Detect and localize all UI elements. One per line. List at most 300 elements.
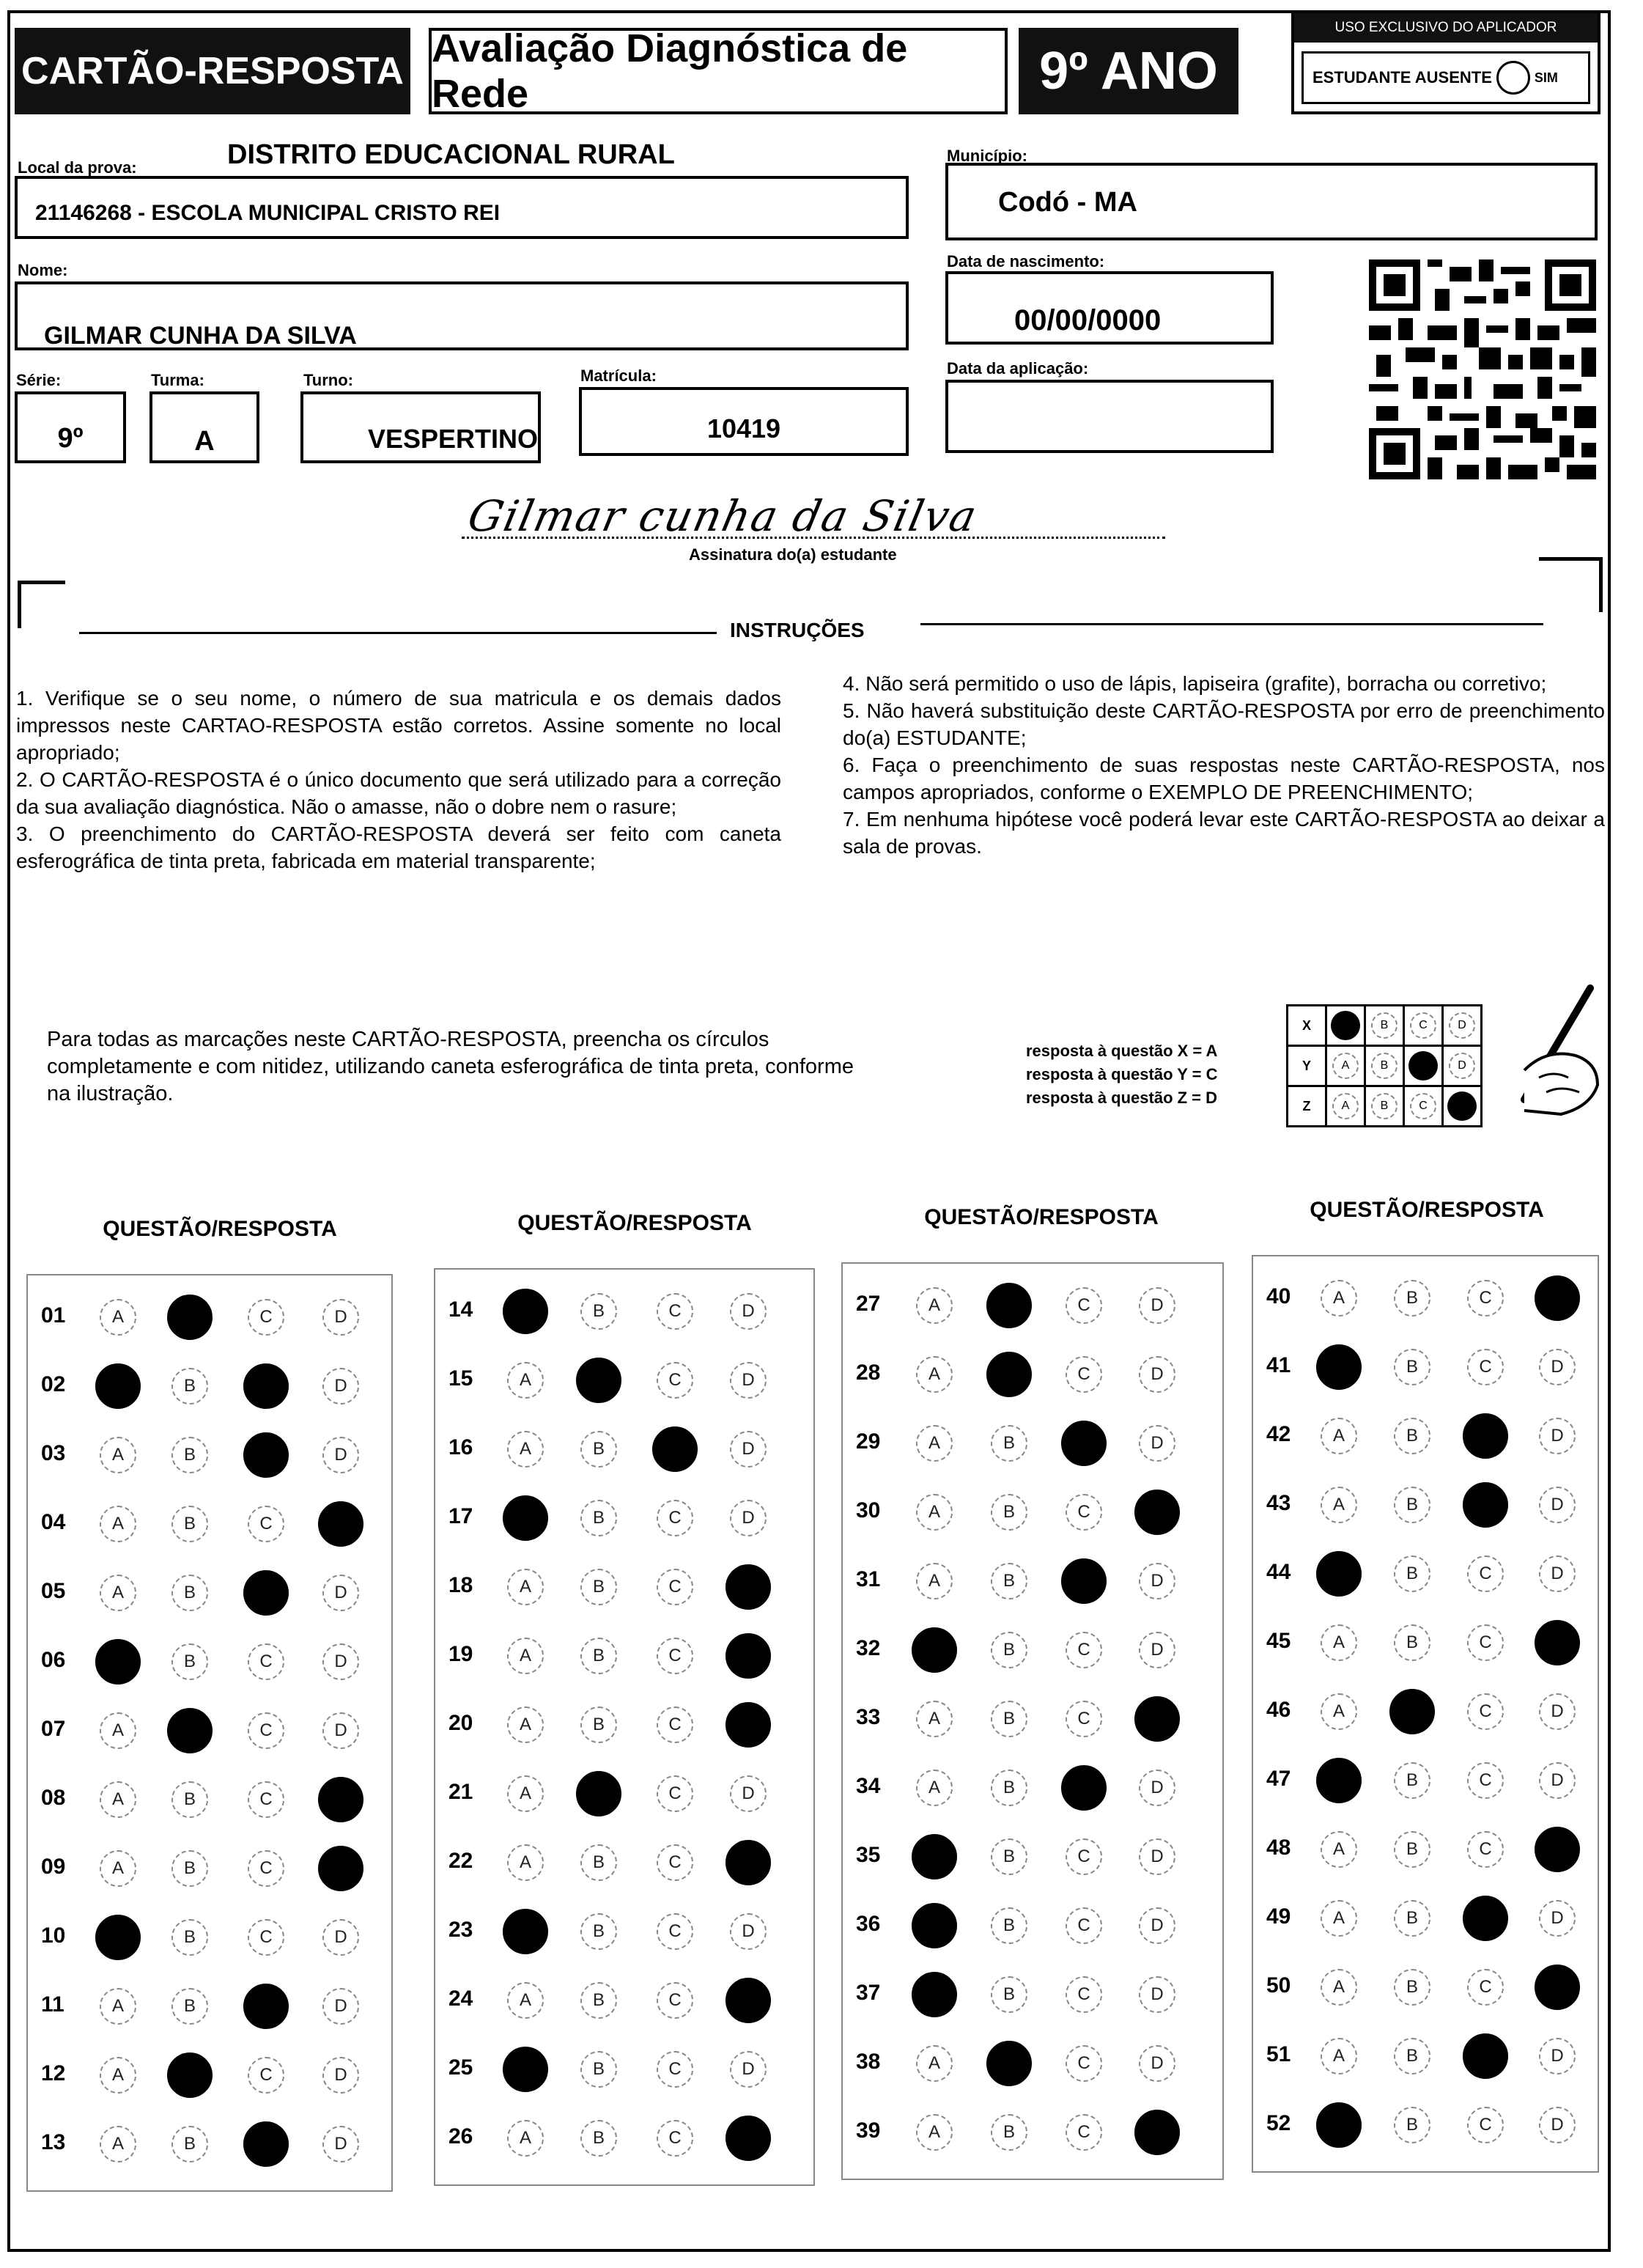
turma-box [149, 391, 259, 463]
bubble-letter: B [592, 1439, 605, 1459]
question-number: 14 [448, 1297, 473, 1322]
filled-bubble[interactable] [243, 1432, 289, 1478]
bubble-letter: A [519, 1852, 531, 1872]
answer-row [843, 1478, 1222, 1547]
answer-bubble[interactable] [580, 1913, 617, 1950]
answer-bubble[interactable] [991, 1425, 1027, 1462]
nasc-label: Data de nascimento: [947, 252, 1105, 270]
filled-bubble[interactable] [725, 2116, 771, 2161]
answer-bubble[interactable] [916, 1356, 953, 1393]
bubble-letter: B [592, 1301, 605, 1321]
answer-bubble[interactable] [1066, 1287, 1102, 1324]
answer-bubble[interactable] [1321, 1831, 1357, 1868]
answer-bubble[interactable] [1066, 1356, 1102, 1393]
answer-bubble[interactable] [322, 2057, 359, 2094]
answer-bubble[interactable] [916, 1701, 953, 1737]
answer-bubble[interactable] [1539, 2107, 1576, 2143]
answer-bubble[interactable] [322, 1437, 359, 1473]
answer-bubble[interactable] [730, 1362, 767, 1399]
answer-bubble[interactable] [322, 2126, 359, 2162]
answer-bubble[interactable] [100, 1575, 136, 1611]
question-number: 11 [41, 1992, 64, 2017]
answer-bubble[interactable] [1467, 1624, 1504, 1661]
bubble-letter: C [668, 1852, 682, 1872]
filled-bubble[interactable] [1463, 1413, 1508, 1459]
answer-bubble[interactable] [1539, 1349, 1576, 1385]
answer-bubble[interactable] [1139, 2045, 1175, 2082]
answer-bubble[interactable] [1467, 1762, 1504, 1799]
bubble-letter: B [183, 1927, 196, 1947]
answer-bubble[interactable] [322, 1575, 359, 1611]
filled-bubble[interactable] [912, 1972, 957, 2017]
answer-bubble[interactable] [507, 1362, 544, 1399]
answer-bubble[interactable] [916, 1425, 953, 1462]
answer-row [28, 2041, 391, 2110]
turno-value: VESPERTINO [367, 424, 538, 454]
filled-bubble[interactable] [1535, 1827, 1580, 1872]
bubble-letter: C [668, 1508, 682, 1528]
answer-bubble[interactable] [100, 1850, 136, 1887]
answer-bubble[interactable] [657, 1638, 693, 1674]
answer-bubble[interactable] [991, 2114, 1027, 2151]
bubble-letter: D [1551, 1426, 1564, 1446]
filled-bubble[interactable] [167, 2052, 213, 2098]
answer-bubble[interactable] [100, 1781, 136, 1818]
answer-bubble[interactable] [171, 1850, 208, 1887]
bubble-letter: A [928, 1502, 940, 1522]
filled-bubble[interactable] [1061, 1421, 1107, 1466]
answer-bubble[interactable] [916, 1494, 953, 1531]
answer-bubble[interactable] [1139, 1770, 1175, 1806]
bubble-letter: A [928, 2053, 940, 2073]
question-number: 06 [41, 1648, 66, 1672]
answer-bubble[interactable] [916, 1563, 953, 1599]
answer-bubble[interactable] [322, 1643, 359, 1680]
answer-bubble[interactable] [730, 1775, 767, 1812]
answer-bubble[interactable] [1321, 1969, 1357, 2006]
answer-bubble[interactable] [580, 2120, 617, 2157]
answer-bubble[interactable] [580, 1706, 617, 1743]
filled-bubble[interactable] [1134, 1490, 1180, 1535]
card-title-bar: CARTÃO-RESPOSTA [15, 28, 410, 114]
bubble-letter: B [592, 1577, 605, 1597]
filled-bubble[interactable] [912, 1903, 957, 1948]
bubble-letter: C [1479, 1288, 1492, 1308]
bubble-letter: C [1077, 1984, 1090, 2004]
absent-box [1302, 51, 1590, 104]
bubble-letter: D [1151, 1295, 1164, 1315]
filled-bubble[interactable] [318, 1501, 363, 1547]
answer-bubble[interactable] [1467, 1280, 1504, 1317]
answer-bubble[interactable] [322, 1712, 359, 1749]
filled-bubble[interactable] [725, 1564, 771, 1610]
answer-bubble[interactable] [1394, 1349, 1430, 1385]
answer-bubble[interactable] [171, 1919, 208, 1956]
filled-bubble[interactable] [167, 1295, 213, 1340]
answer-column [26, 1274, 393, 2192]
answer-bubble[interactable] [1394, 1900, 1430, 1937]
answer-row [28, 1627, 391, 1696]
filled-bubble[interactable] [95, 1363, 141, 1409]
answer-bubble[interactable] [100, 1299, 136, 1336]
filled-bubble[interactable] [503, 1495, 548, 1541]
answer-bubble[interactable] [1066, 1838, 1102, 1875]
bubble-letter: A [111, 1307, 124, 1327]
answer-bubble[interactable] [1066, 1907, 1102, 1944]
answer-bubble[interactable] [248, 1919, 284, 1956]
answer-bubble[interactable] [657, 1775, 693, 1812]
answer-bubble[interactable] [1139, 1356, 1175, 1393]
answer-row [28, 1765, 391, 1834]
filled-bubble[interactable] [1316, 1344, 1362, 1390]
filled-bubble[interactable] [167, 1708, 213, 1753]
filled-bubble[interactable] [243, 1570, 289, 1616]
answer-bubble[interactable] [100, 2126, 136, 2162]
answer-bubble[interactable] [916, 1287, 953, 1324]
filled-bubble[interactable] [1061, 1558, 1107, 1604]
answer-bubble[interactable] [100, 2057, 136, 2094]
answer-bubble[interactable] [657, 1569, 693, 1605]
answer-bubble[interactable] [580, 2051, 617, 2088]
answer-bubble[interactable] [248, 1643, 284, 1680]
example-empty-bubble: C [1410, 1012, 1436, 1039]
bubble-letter: A [519, 2128, 531, 2148]
answer-bubble[interactable] [991, 1563, 1027, 1599]
answer-bubble[interactable] [730, 1293, 767, 1330]
answer-bubble[interactable] [248, 2057, 284, 2094]
answer-bubble[interactable] [507, 1982, 544, 2019]
bubble-letter: B [183, 1652, 196, 1671]
answer-bubble[interactable] [991, 1907, 1027, 1944]
filled-bubble[interactable] [1134, 1696, 1180, 1742]
example-option-cell [1365, 1006, 1404, 1046]
answer-bubble[interactable] [1321, 1280, 1357, 1317]
answer-row [1253, 1746, 1598, 1815]
filled-bubble[interactable] [1316, 1758, 1362, 1803]
bubble-letter: C [259, 1307, 273, 1327]
answer-bubble[interactable] [171, 1575, 208, 1611]
answer-bubble[interactable] [171, 1437, 208, 1473]
filled-bubble[interactable] [576, 1358, 621, 1403]
answer-bubble[interactable] [507, 1569, 544, 1605]
filled-bubble[interactable] [1061, 1765, 1107, 1811]
answer-bubble[interactable] [1139, 1563, 1175, 1599]
answer-bubble[interactable] [171, 2126, 208, 2162]
filled-bubble[interactable] [503, 1289, 548, 1334]
answer-row [28, 1696, 391, 1765]
filled-bubble[interactable] [1463, 2033, 1508, 2079]
answer-bubble[interactable] [991, 1976, 1027, 2013]
bubble-letter: C [1077, 1640, 1090, 1660]
nome-value: GILMAR CUNHA DA SILVA [44, 322, 357, 350]
answer-bubble[interactable] [1467, 2107, 1504, 2143]
answer-bubble[interactable] [580, 1500, 617, 1536]
answer-bubble[interactable] [1539, 1555, 1576, 1592]
answer-row [435, 2104, 813, 2173]
answer-bubble[interactable] [991, 1701, 1027, 1737]
answer-bubble[interactable] [507, 1706, 544, 1743]
filled-bubble[interactable] [503, 1909, 548, 1954]
answer-row [435, 1690, 813, 1759]
bubble-letter: B [183, 1445, 196, 1465]
answer-bubble[interactable] [991, 1838, 1027, 1875]
bubble-letter: B [592, 1852, 605, 1872]
filled-bubble[interactable] [725, 1840, 771, 1885]
bubble-letter: A [1332, 1839, 1345, 1859]
answer-bubble[interactable] [248, 1850, 284, 1887]
answer-bubble[interactable] [730, 1913, 767, 1950]
answer-row [1253, 1333, 1598, 1402]
question-number: 52 [1266, 2111, 1291, 2135]
filled-bubble[interactable] [986, 1283, 1032, 1328]
filled-bubble[interactable] [912, 1834, 957, 1879]
bubble-letter: A [1332, 1701, 1345, 1721]
answer-bubble[interactable] [1139, 1907, 1175, 1944]
answer-bubble[interactable] [1139, 1287, 1175, 1324]
answer-bubble[interactable] [580, 1569, 617, 1605]
answer-bubble[interactable] [1066, 1976, 1102, 2013]
answer-bubble[interactable] [657, 1706, 693, 1743]
answer-bubble[interactable] [322, 1919, 359, 1956]
question-number: 32 [856, 1636, 881, 1660]
answer-bubble[interactable] [322, 1299, 359, 1336]
answer-bubble[interactable] [657, 1362, 693, 1399]
answer-bubble[interactable] [1394, 1762, 1430, 1799]
filled-bubble[interactable] [1134, 2110, 1180, 2155]
answer-bubble[interactable] [171, 1368, 208, 1404]
absent-yes-label: SIM [1534, 70, 1558, 85]
answer-bubble[interactable] [1467, 1831, 1504, 1868]
answer-bubble[interactable] [1139, 1632, 1175, 1668]
bubble-letter: B [1406, 1839, 1418, 1859]
absent-bubble[interactable] [1496, 61, 1530, 95]
bubble-letter: C [668, 1715, 682, 1734]
answer-bubble[interactable] [657, 1913, 693, 1950]
answer-bubble[interactable] [916, 1770, 953, 1806]
answer-bubble[interactable] [1394, 2038, 1430, 2074]
question-number: 25 [448, 2055, 473, 2080]
answer-bubble[interactable] [507, 1431, 544, 1468]
answer-bubble[interactable] [657, 1293, 693, 1330]
answer-bubble[interactable] [100, 1437, 136, 1473]
answer-bubble[interactable] [1321, 1900, 1357, 1937]
answer-row [843, 1891, 1222, 1960]
answer-bubble[interactable] [507, 2120, 544, 2157]
answer-bubble[interactable] [1539, 1418, 1576, 1454]
answer-bubble[interactable] [248, 1299, 284, 1336]
answer-bubble[interactable] [730, 2051, 767, 2088]
answer-bubble[interactable] [1467, 1349, 1504, 1385]
filled-bubble[interactable] [95, 1639, 141, 1685]
answer-bubble[interactable] [1066, 1632, 1102, 1668]
bubble-letter: C [1077, 1502, 1090, 1522]
answer-bubble[interactable] [1321, 2038, 1357, 2074]
answer-bubble[interactable] [1539, 2038, 1576, 2074]
answer-bubble[interactable] [322, 1368, 359, 1404]
answer-row [1253, 1470, 1598, 1539]
answer-column [841, 1262, 1224, 2180]
question-number: 08 [41, 1786, 66, 1810]
answer-bubble[interactable] [1394, 1624, 1430, 1661]
filled-bubble[interactable] [725, 1633, 771, 1679]
answer-bubble[interactable] [1539, 1762, 1576, 1799]
answer-bubble[interactable] [1139, 1838, 1175, 1875]
bubble-letter: B [183, 1583, 196, 1602]
answer-bubble[interactable] [1539, 1487, 1576, 1523]
bubble-letter: D [1551, 1770, 1564, 1790]
question-number: 01 [41, 1303, 66, 1328]
answer-bubble[interactable] [1394, 1418, 1430, 1454]
question-number: 46 [1266, 1698, 1291, 1722]
answer-bubble[interactable] [100, 1712, 136, 1749]
answer-bubble[interactable] [1394, 2107, 1430, 2143]
filled-bubble[interactable] [318, 1846, 363, 1891]
bubble-letter: C [259, 1927, 273, 1947]
filled-bubble[interactable] [1463, 1482, 1508, 1528]
answer-bubble[interactable] [507, 1844, 544, 1881]
answer-bubble[interactable] [657, 2051, 693, 2088]
filled-bubble[interactable] [1535, 1620, 1580, 1665]
column-header: QUESTÃO/RESPOSTA [103, 1217, 337, 1241]
filled-bubble[interactable] [503, 2047, 548, 2092]
answer-bubble[interactable] [657, 1844, 693, 1881]
filled-bubble[interactable] [912, 1627, 957, 1673]
answer-bubble[interactable] [580, 1982, 617, 2019]
filled-bubble[interactable] [243, 2121, 289, 2167]
answer-bubble[interactable] [1321, 1487, 1357, 1523]
bubble-letter: C [1479, 1564, 1492, 1583]
answer-bubble[interactable] [1394, 1969, 1430, 2006]
bubble-letter: D [1151, 1364, 1164, 1384]
filled-bubble[interactable] [725, 1702, 771, 1748]
answer-bubble[interactable] [657, 1500, 693, 1536]
answer-bubble[interactable] [248, 1506, 284, 1542]
municipio-box [945, 163, 1598, 240]
bubble-letter: A [928, 1778, 940, 1797]
answer-bubble[interactable] [580, 1293, 617, 1330]
filled-bubble[interactable] [1316, 1551, 1362, 1597]
answer-bubble[interactable] [171, 1643, 208, 1680]
bubble-letter: C [1479, 1770, 1492, 1790]
bubble-letter: D [1151, 1984, 1164, 2004]
answer-bubble[interactable] [248, 1781, 284, 1818]
answer-bubble[interactable] [1321, 1624, 1357, 1661]
question-number: 12 [41, 2061, 66, 2085]
filled-bubble[interactable] [95, 1915, 141, 1960]
answer-bubble[interactable] [322, 1988, 359, 2025]
answer-bubble[interactable] [1139, 1976, 1175, 2013]
answer-bubble[interactable] [1467, 1555, 1504, 1592]
answer-bubble[interactable] [916, 2045, 953, 2082]
answer-bubble[interactable] [1394, 1280, 1430, 1317]
filled-bubble[interactable] [1316, 2102, 1362, 2148]
example-z-label: resposta à questão Z = D [1026, 1089, 1218, 1107]
answer-bubble[interactable] [580, 1844, 617, 1881]
bubble-letter: B [1406, 2046, 1418, 2066]
answer-bubble[interactable] [730, 1500, 767, 1536]
question-number: 16 [448, 1435, 473, 1459]
answer-bubble[interactable] [1394, 1555, 1430, 1592]
filled-bubble[interactable] [576, 1771, 621, 1816]
answer-bubble[interactable] [171, 1506, 208, 1542]
question-number: 45 [1266, 1629, 1291, 1653]
answer-bubble[interactable] [916, 2114, 953, 2151]
example-option-cell [1443, 1006, 1482, 1046]
answer-row [1253, 2091, 1598, 2160]
answer-bubble[interactable] [1139, 1425, 1175, 1462]
answer-bubble[interactable] [248, 1712, 284, 1749]
filled-bubble[interactable] [986, 1352, 1032, 1397]
answer-bubble[interactable] [657, 1982, 693, 2019]
turma-value: A [194, 426, 215, 457]
filled-bubble[interactable] [318, 1777, 363, 1822]
bubble-letter: B [1406, 1357, 1418, 1377]
filled-bubble[interactable] [986, 2041, 1032, 2086]
answer-bubble[interactable] [991, 1632, 1027, 1668]
answer-bubble[interactable] [1467, 1693, 1504, 1730]
answer-bubble[interactable] [1394, 1487, 1430, 1523]
question-number: 34 [856, 1774, 881, 1798]
filled-bubble[interactable] [243, 1984, 289, 2029]
bubble-letter: C [668, 1646, 682, 1665]
answer-bubble[interactable] [1394, 1831, 1430, 1868]
answer-bubble[interactable] [1066, 1494, 1102, 1531]
answer-bubble[interactable] [1066, 1701, 1102, 1737]
answer-bubble[interactable] [1539, 1693, 1576, 1730]
answer-bubble[interactable] [657, 2120, 693, 2157]
bubble-letter: A [519, 1370, 531, 1390]
bubble-letter: D [334, 1996, 347, 2016]
bubble-letter: A [928, 1295, 940, 1315]
answer-bubble[interactable] [507, 1775, 544, 1812]
answer-bubble[interactable] [580, 1431, 617, 1468]
example-option-cell [1326, 1006, 1365, 1046]
answer-bubble[interactable] [1321, 1693, 1357, 1730]
bubble-letter: C [668, 1370, 682, 1390]
answer-bubble[interactable] [580, 1638, 617, 1674]
answer-bubble[interactable] [171, 1781, 208, 1818]
filled-bubble[interactable] [725, 1978, 771, 2023]
bubble-letter: C [1479, 1632, 1492, 1652]
bubble-letter: B [183, 2134, 196, 2154]
answer-bubble[interactable] [991, 1494, 1027, 1531]
bubble-letter: D [742, 1439, 755, 1459]
filled-bubble[interactable] [1463, 1896, 1508, 1941]
answer-bubble[interactable] [1467, 1969, 1504, 2006]
bubble-letter: D [742, 1370, 755, 1390]
bubble-letter: D [1551, 1701, 1564, 1721]
filled-bubble[interactable] [243, 1363, 289, 1409]
filled-bubble[interactable] [652, 1426, 698, 1472]
answer-bubble[interactable] [100, 1506, 136, 1542]
answer-bubble[interactable] [171, 1988, 208, 2025]
answer-bubble[interactable] [730, 1431, 767, 1468]
answer-bubble[interactable] [991, 1770, 1027, 1806]
question-number: 02 [41, 1372, 66, 1396]
bubble-letter: B [183, 1858, 196, 1878]
answer-bubble[interactable] [1066, 2114, 1102, 2151]
answer-bubble[interactable] [507, 1638, 544, 1674]
filled-bubble[interactable] [1389, 1689, 1435, 1734]
answer-bubble[interactable] [1539, 1900, 1576, 1937]
answer-bubble[interactable] [100, 1988, 136, 2025]
answer-bubble[interactable] [1066, 2045, 1102, 2082]
answer-row [1253, 1608, 1598, 1677]
filled-bubble[interactable] [1535, 1965, 1580, 2010]
bubble-letter: A [1332, 1632, 1345, 1652]
answer-bubble[interactable] [1321, 1418, 1357, 1454]
filled-bubble[interactable] [1535, 1275, 1580, 1321]
